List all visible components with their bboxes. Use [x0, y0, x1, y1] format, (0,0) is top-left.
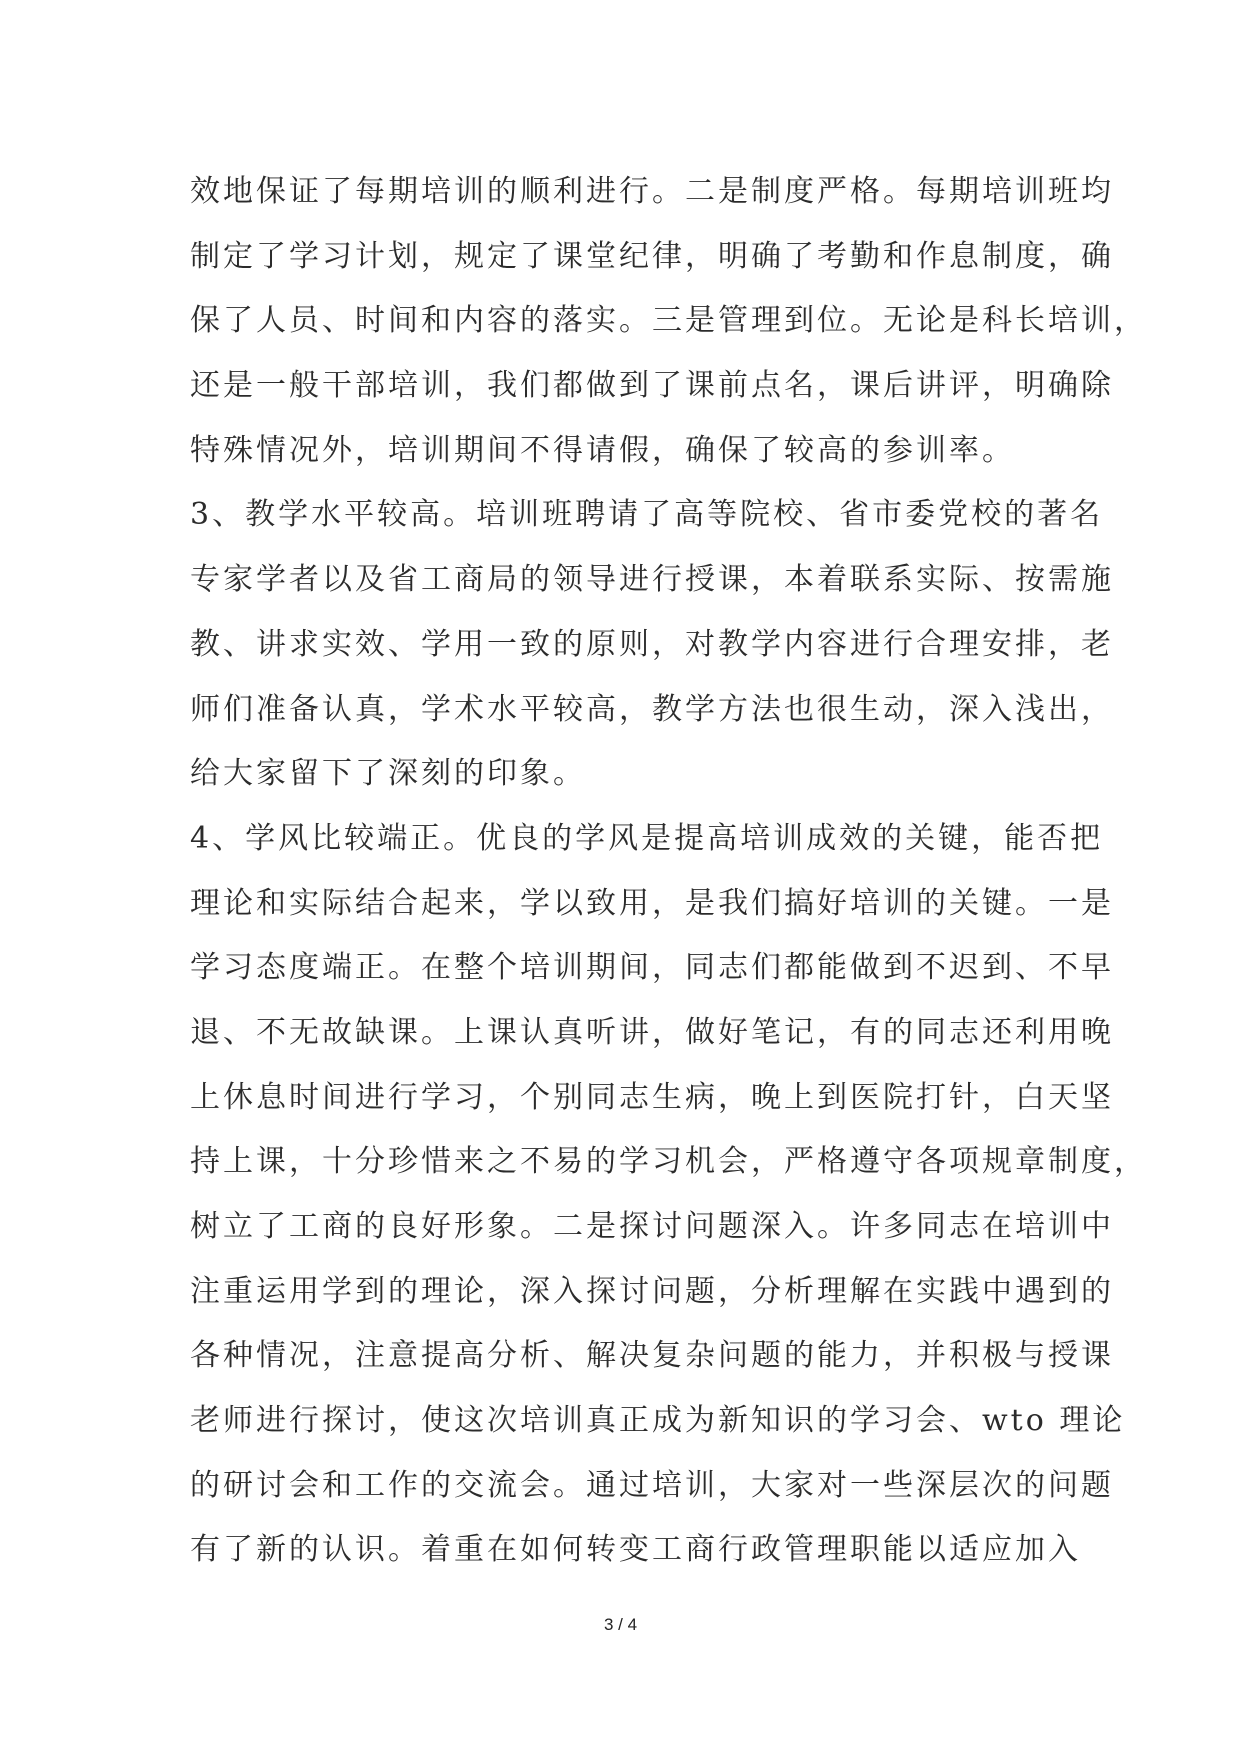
- text-line: 有了新的认识。着重在如何转变工商行政管理职能以适应加入: [190, 1532, 1081, 1568]
- text-line: 师们准备认真，学术水平较高，教学方法也很生动，深入浅出，: [190, 691, 1114, 727]
- text-line: 退、不无故缺课。上课认真听讲，做好笔记，有的同志还利用晚: [190, 1014, 1114, 1050]
- text-line: 学习态度端正。在整个培训期间，同志们都能做到不迟到、不早: [190, 950, 1114, 986]
- text-line: 专家学者以及省工商局的领导进行授课，本着联系实际、按需施: [190, 562, 1114, 598]
- text-line: 特殊情况外，培训期间不得请假，确保了较高的参训率。: [190, 432, 1015, 468]
- text-line: 4、学风比较端正。优良的学风是提高培训成效的关键，能否把: [190, 820, 1104, 856]
- text-line: 理论和实际结合起来，学以致用，是我们搞好培训的关键。一是: [190, 885, 1114, 921]
- text-line: 的研讨会和工作的交流会。通过培训，大家对一些深层次的问题: [190, 1467, 1114, 1503]
- text-line: 注重运用学到的理论，深入探讨问题，分析理解在实践中遇到的: [190, 1273, 1114, 1309]
- text-line: 3、教学水平较高。培训班聘请了高等院校、省市委党校的著名: [190, 497, 1104, 533]
- text-line: 还是一般干部培训，我们都做到了课前点名，课后讲评，明确除: [190, 368, 1114, 404]
- text-line: 持上课，十分珍惜来之不易的学习机会，严格遵守各项规章制度，: [190, 1144, 1147, 1180]
- text-line: 保了人员、时间和内容的落实。三是管理到位。无论是科长培训，: [190, 303, 1147, 339]
- text-line: 老师进行探讨，使这次培训真正成为新知识的学习会、wto 理论: [190, 1403, 1126, 1439]
- page-number: 3 / 4: [603, 1615, 638, 1634]
- text-line: 上休息时间进行学习，个别同志生病，晚上到医院打针，白天坚: [190, 1079, 1114, 1115]
- text-line: 树立了工商的良好形象。二是探讨问题深入。许多同志在培训中: [190, 1209, 1114, 1244]
- text-line: 教、讲求实效、学用一致的原则，对教学内容进行合理安排，老: [190, 626, 1114, 662]
- text-line: 制定了学习计划，规定了课堂纪律，明确了考勤和作息制度，确: [190, 238, 1114, 274]
- text-line: 给大家留下了深刻的印象。: [190, 756, 586, 792]
- text-line: 效地保证了每期培训的顺利进行。二是制度严格。每期培训班均: [190, 174, 1114, 209]
- text-line: 各种情况，注意提高分析、解决复杂问题的能力，并积极与授课: [190, 1338, 1114, 1374]
- body-text: [190, 160, 1147, 1583]
